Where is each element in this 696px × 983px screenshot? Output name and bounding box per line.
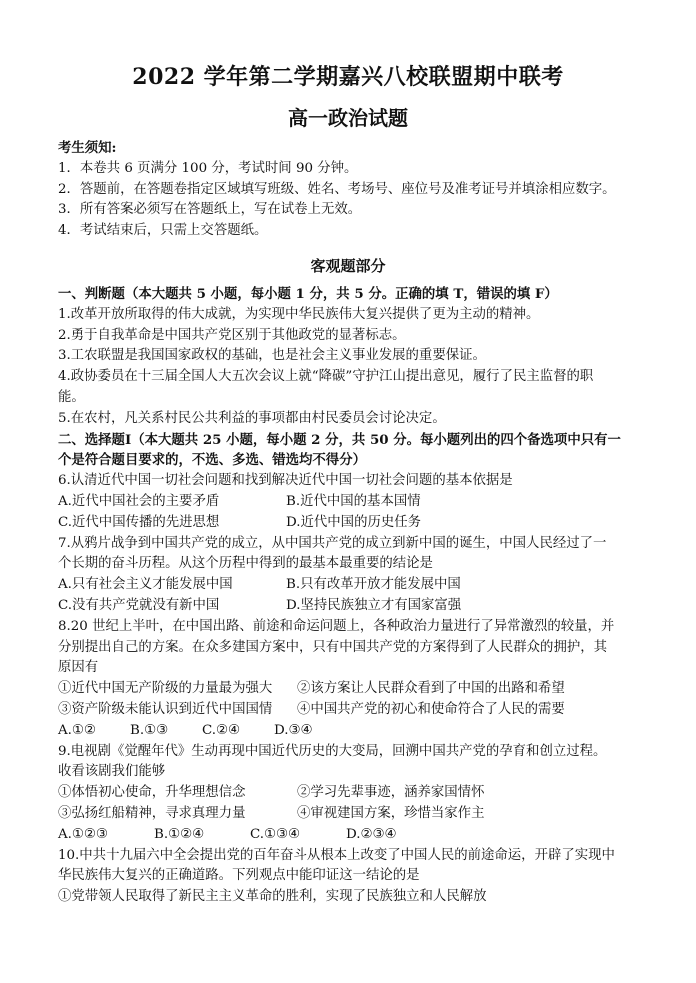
question-6-stem: 6.认清近代中国一切社会问题和找到解决近代中国一切社会问题的基本依据是	[58, 473, 513, 489]
option-a: A.近代中国社会的主要矛盾	[58, 493, 220, 509]
notice-item: 4．考试结束后，只需上交答题纸。	[58, 223, 268, 239]
question-9-statements-row1	[58, 783, 658, 804]
part2-heading-line1: 二、选择题Ⅰ（本大题共 25 小题，每小题 2 分，共 50 分。每小题列出的四个备选项中只有一	[58, 431, 621, 448]
option-b: B.近代中国的基本国情	[286, 493, 421, 509]
question-1: 1.改革开放所取得的伟大成就，为实现中华民族伟大复兴提供了更为主动的精神。	[58, 306, 540, 322]
part2-heading-line2: 个是符合题目要求的，不选、多选、错选均不得分）	[58, 452, 366, 469]
question-8-stem-line3: 原因有	[58, 660, 99, 676]
question-8-stem-line1: 8.20 世纪上半叶，在中国出路、前途和命运问题上，各种政治力量进行了异常激烈的较量，并	[58, 618, 615, 634]
option-a: A.只有社会主义才能发展中国	[58, 577, 233, 593]
question-9-stem-line1: 9.电视剧《觉醒年代》生动再现中国近代历史的大变局，回溯中国共产党的孕育和创立过程。	[58, 743, 607, 759]
question-7-stem-line2: 个长期的奋斗历程。从这个历程中得到的最基本最重要的结论是	[58, 556, 433, 572]
option-b: B.只有改革开放才能发展中国	[286, 577, 461, 593]
statement-2: ②学习先辈事迹，涵养家国情怀	[297, 785, 485, 801]
question-7-options-row2	[58, 596, 658, 617]
notice-item: 3．所有答案必须写在答题纸上，写在试卷上无效。	[58, 202, 362, 218]
questions-body	[58, 284, 658, 908]
part1-heading: 一、判断题（本大题共 5 小题，每小题 1 分，共 5 分。正确的填 T，错误的填 F）	[58, 286, 558, 302]
question-7-stem-line1: 7.从鸦片战争到中国共产党的成立，从中国共产党的成立到新中国的诞生，中国人民经过了一	[58, 535, 607, 551]
option-a: A.①②	[58, 722, 96, 738]
statement-4: ④审视建国方案，珍惜当家作主	[297, 805, 485, 821]
question-6-options-row2	[58, 513, 658, 534]
option-a: A.①②③	[58, 826, 108, 842]
question-3: 3.工农联盟是我国国家政权的基础，也是社会主义事业发展的重要保证。	[58, 348, 486, 364]
option-b: B.①③	[130, 722, 169, 738]
statement-3: ③资产阶级未能认识到近代中国国情	[58, 701, 273, 717]
notice-item: 1．本卷共 6 页满分 100 分，考试时间 90 分钟。	[58, 160, 358, 176]
question-8-statements-row2	[58, 700, 658, 721]
exam-title: 2022 学年第二学期嘉兴八校联盟期中联考	[132, 64, 564, 90]
notice-item: 2．答题前，在答题卷指定区域填写班级、姓名、考场号、座位号及准考证号并填涂相应数字。	[58, 181, 616, 197]
question-9-stem-line2: 收看该剧我们能够	[58, 764, 166, 780]
question-8-stem-line2: 分别提出自己的方案。在众多建国方案中，只有中国共产党的方案得到了人民群众的拥护，其	[58, 639, 608, 655]
option-c: C.近代中国传播的先进思想	[58, 514, 220, 530]
notice-heading: 考生须知:	[58, 140, 117, 156]
statement-2: ②该方案让人民群众看到了中国的出路和希望	[297, 681, 565, 697]
question-2: 2.勇于自我革命是中国共产党区别于其他政党的显著标志。	[58, 327, 406, 343]
question-10-stem-line1: 10.中共十九届六中全会提出党的百年奋斗从根本上改变了中国人民的前途命运，开辟了实现中	[58, 847, 615, 863]
statement-3: ③弘扬红船精神，寻求真理力量	[58, 805, 246, 821]
statement-4: ④中国共产党的初心和使命符合了人民的需要	[297, 701, 565, 717]
exam-subtitle: 高一政治试题	[288, 106, 408, 130]
question-4-line1: 4.政协委员在十三届全国人大五次会议上就“降碳”守护江山提出意见，履行了民主监督的职	[58, 369, 594, 385]
section-title: 客观题部分	[310, 257, 386, 275]
option-d: D.③④	[274, 722, 313, 738]
question-9-statements-row2	[58, 804, 658, 825]
option-d: D.近代中国的历史任务	[286, 514, 422, 530]
statement-1: ①党带领人民取得了新民主主义革命的胜利，实现了民族独立和人民解放	[58, 889, 487, 905]
question-8-statements-row1	[58, 679, 658, 700]
option-d: D.②③④	[346, 826, 397, 842]
statement-1: ①近代中国无产阶级的力量最为强大	[58, 681, 273, 697]
question-6-options-row1	[58, 492, 658, 513]
option-b: B.①②④	[154, 826, 205, 842]
option-c: C.①③④	[250, 826, 301, 842]
question-10-stem-line2: 华民族伟大复兴的正确道路。下列观点中能印证这一结论的是	[58, 868, 420, 884]
option-d: D.坚持民族独立才有国家富强	[286, 597, 462, 613]
exam-notice	[58, 138, 658, 242]
question-9-options	[58, 825, 658, 846]
question-5: 5.在农村，凡关系村民公共利益的事项都由村民委员会讨论决定。	[58, 410, 446, 426]
question-7-options-row1	[58, 575, 658, 596]
option-c: C.没有共产党就没有新中国	[58, 597, 220, 613]
option-c: C.②④	[202, 722, 241, 738]
statement-1: ①体悟初心使命，升华理想信念	[58, 785, 246, 801]
question-4-line2: 能。	[58, 389, 85, 405]
question-8-options	[58, 721, 658, 742]
